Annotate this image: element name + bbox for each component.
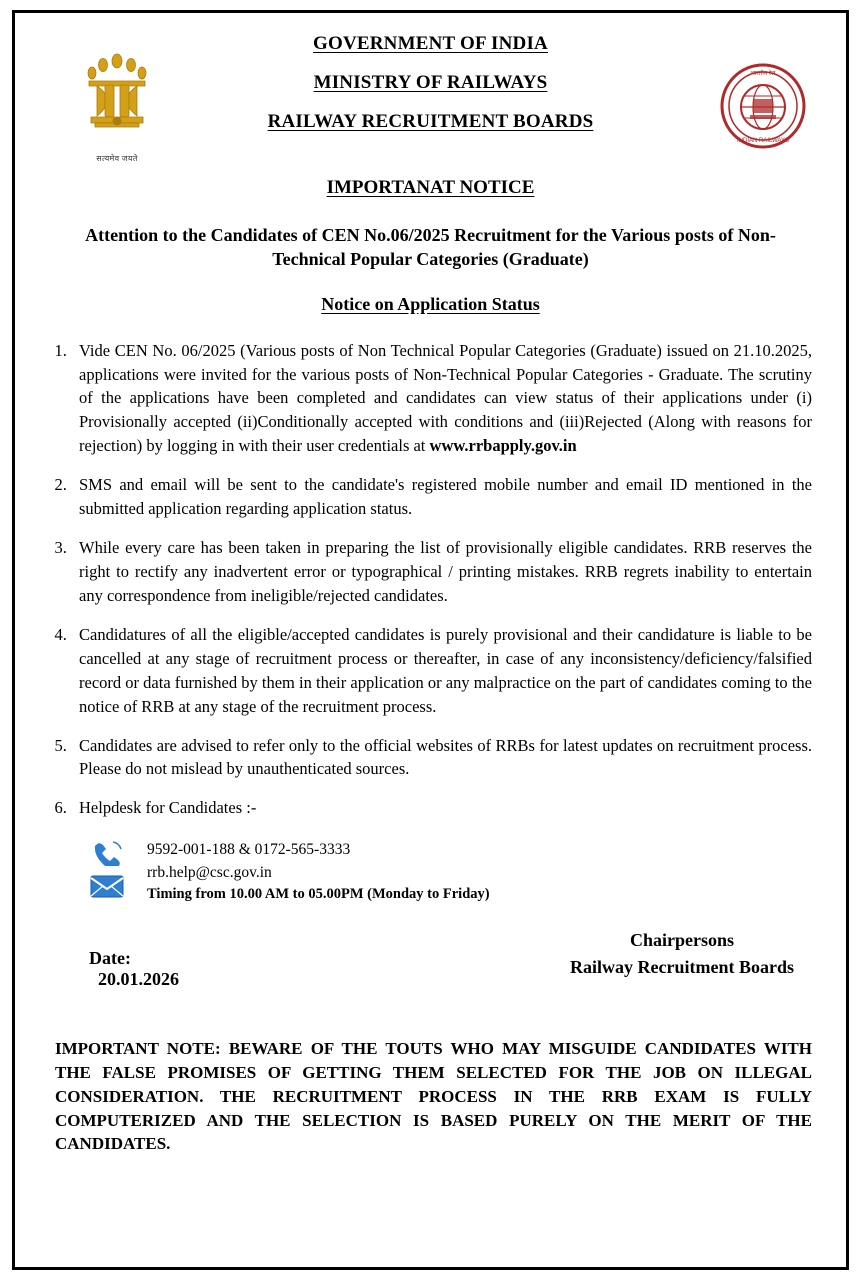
india-state-emblem-icon (71, 51, 163, 164)
list-item (71, 339, 812, 459)
attention-line: Attention to the Candidates of CEN No.06/2025 Recruitment for the Various posts of Non-Technical Popular Categories (Graduate) (85, 225, 776, 270)
list-item (71, 734, 812, 782)
point-5-text: Candidates are advised to refer only to the official websites of RRBs for latest updates on recruitment process. Please do not mislead by unauthenticated sources. (79, 735, 812, 779)
date-value: 20.01.2026 (98, 969, 179, 990)
helpdesk-email[interactable]: rrb.help@csc.gov.in (147, 863, 272, 881)
list-item (71, 796, 812, 820)
point-1-text: Vide CEN No. 06/2025 (Various posts of Non Technical Popular Categories (Graduate) issued on 21.10.2025, applications were invited for the various posts of Non-Technical Popular Categories - Graduate. The scrutiny of the applications have been completed and candidates can view status of their applications under (i) Provisionally accepted (ii)Conditionally accepted with conditions and (iii)Rejected (Along with reasons for rejection) by logging in with their user credentials at (79, 340, 812, 456)
point-4-text: Candidatures of all the eligible/accepted candidates is purely provisional and their candidature is liable to be cancelled at any stage of recruitment process or thereafter, in case of any inconsistency/deficiency/falsified record or data furnished by them in their application or any malpractice on the part of candidates coming to the notice of RRB at any stage of the recruitment process. (79, 624, 812, 716)
header-line-ministry: MINISTRY OF RAILWAYS (313, 71, 548, 93)
emblem-caption: सत्यमेव जयते (96, 154, 138, 163)
helpdesk-details (147, 835, 490, 905)
header-line-government: GOVERNMENT OF INDIA (313, 33, 548, 54)
rrbapply-website-link[interactable]: www.rrbapply.gov.in (429, 436, 577, 456)
notice-subtitle: Notice on Application Status (321, 293, 540, 314)
envelope-icon (85, 871, 129, 901)
point-2-text: SMS and email will be sent to the candidate's registered mobile number and email ID mentioned in the submitted application regarding application status. (79, 475, 812, 519)
signatory-designation: Chairpersons (630, 930, 735, 951)
signatory-organisation: Railway Recruitment Boards (570, 957, 794, 978)
list-item (71, 623, 812, 719)
svg-text:INDIAN RAILWAYS: INDIAN RAILWAYS (737, 138, 789, 144)
signature-row (41, 927, 820, 1011)
notice-border-frame (12, 10, 849, 1270)
indian-railways-logo-icon (720, 63, 806, 149)
document-header (41, 33, 820, 165)
page-title: IMPORTANAT NOTICE (326, 177, 535, 198)
telephone-icon (85, 837, 129, 867)
date-block (41, 927, 179, 1011)
helpdesk-phone: 9592-001-188 & 0172-565-3333 (147, 841, 351, 859)
point-6-text: Helpdesk for Candidates :- (79, 798, 257, 818)
svg-text:भारतीय रेल: भारतीय रेल (750, 71, 776, 77)
helpdesk-icons (85, 835, 133, 905)
point-3-text: While every care has been taken in preparing the list of provisionally eligible candidates. RRB reserves the right to rectify any inadvertent error or typographical / printing mistakes. RRB regrets inability to entertain any correspondence from ineligible/rejected candidates. (79, 538, 812, 605)
list-item (71, 473, 812, 521)
helpdesk-block (85, 835, 820, 905)
list-item (71, 536, 812, 608)
helpdesk-timing: Timing from 10.00 AM to 05.00PM (Monday to Friday) (147, 886, 490, 903)
notice-points-list (41, 339, 820, 821)
header-line-rrb: RAILWAY RECRUITMENT BOARDS (267, 110, 594, 132)
signatory-block (570, 927, 820, 981)
date-label: Date: (89, 948, 131, 969)
important-note: IMPORTANT NOTE: BEWARE OF THE TOUTS WHO MAY MISGUIDE CANDIDATES WITH THE FALSE PROMISES OF GETTING THEM SELECTED FOR THE JOB ON ILLEGAL CONSIDERATION. THE RECRUITMENT PROCESS IN THE RRB EXAM IS FULLY COMPUTERIZED AND THE SELECTION IS BASED PURELY ON THE MERIT OF THE CANDIDATES. (55, 1039, 812, 1154)
